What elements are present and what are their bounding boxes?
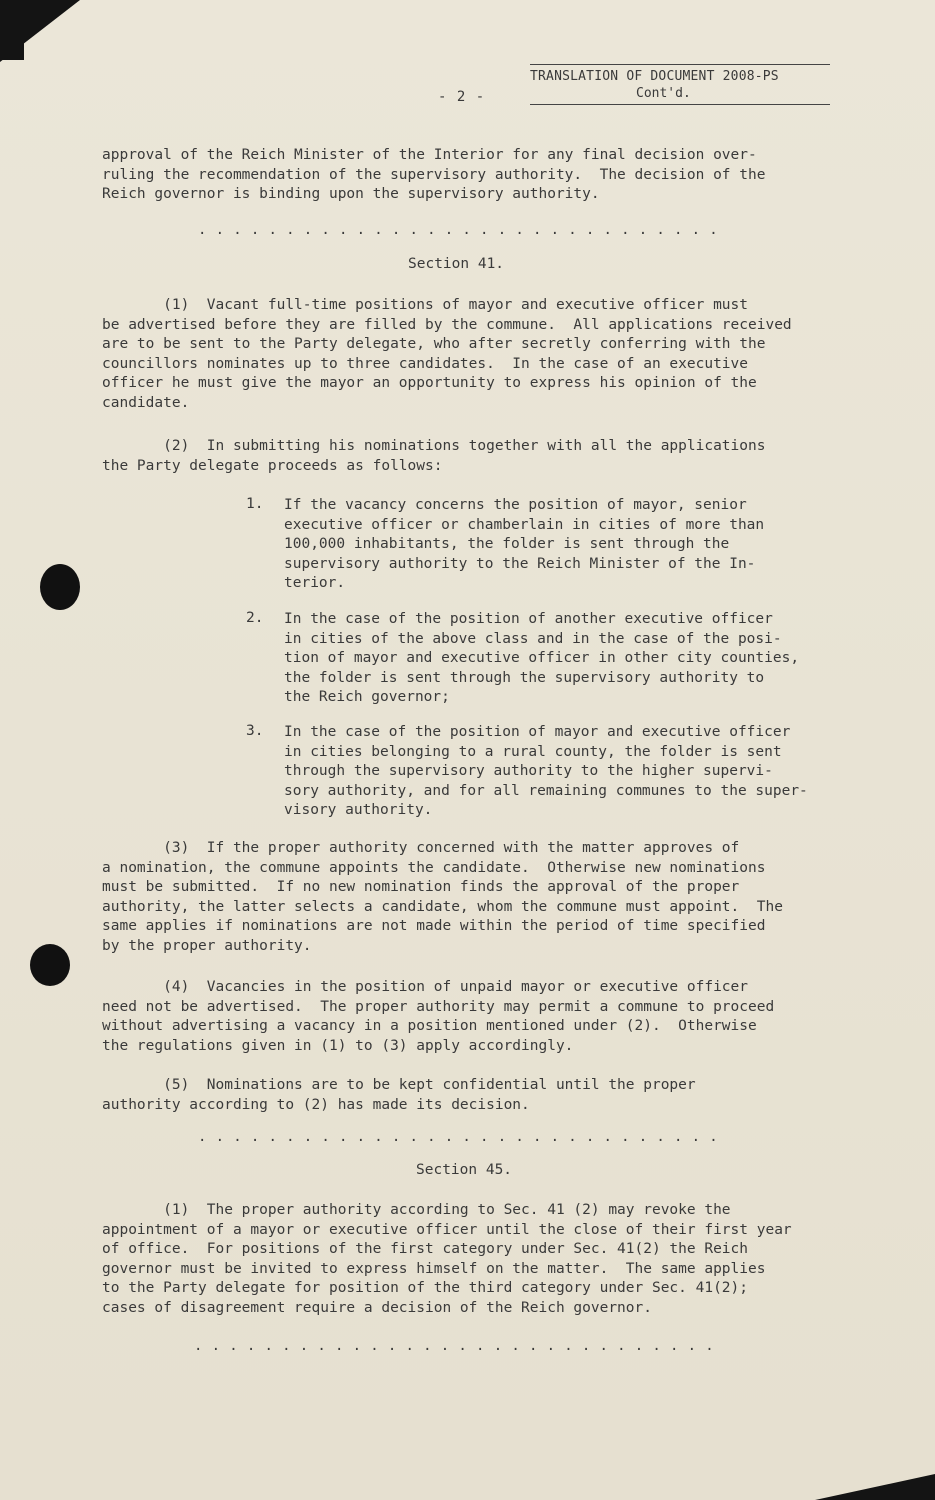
list-item-number: 3. bbox=[246, 723, 264, 739]
dark-edge-top-left bbox=[0, 0, 24, 60]
list-item-text: In the case of the position of mayor and executive officer in cities belonging to a rural county, the folder is sent through the supervisory authority to the higher supervi- sory authority, and for all remaining communes to the super- visory authority. bbox=[284, 724, 808, 818]
document-header bbox=[530, 64, 830, 105]
separator-dots: .............................. bbox=[198, 1129, 727, 1145]
paragraph-6: (1) The proper authority according to Sec. 41 (2) may revoke the appointment of a mayor or executive officer until the close of their first year of office. For positions of the first category under Sec. 41(2) the Reich governor must be invited to express himself on the matter. The same applies to the Party delegate for position of the third category under Sec. 41(2); cases of disagreement require a decision of the Reich governor. bbox=[102, 1202, 792, 1316]
list-item-text: In the case of the position of another executive officer in cities of the above class and in the case of the posi- tion of mayor and executive officer in other city counties, the folder is sent through the supervisory authority to the Reich governor; bbox=[284, 611, 800, 705]
separator-dots: .............................. bbox=[198, 222, 727, 238]
list-item-number: 2. bbox=[246, 610, 264, 626]
punch-hole-top bbox=[40, 564, 80, 610]
punch-hole-bottom bbox=[30, 944, 70, 986]
section-heading: Section 45. bbox=[416, 1162, 513, 1178]
paragraph-5: (5) Nominations are to be kept confidential until the proper authority according to (2) has made its decision. bbox=[102, 1077, 696, 1113]
header-title: TRANSLATION OF DOCUMENT 2008-PS bbox=[530, 69, 779, 84]
section-heading: Section 41. bbox=[408, 256, 505, 272]
dark-corner-bottom-right bbox=[815, 1474, 935, 1500]
header-continued: Cont'd. bbox=[636, 86, 691, 101]
separator-dots: .............................. bbox=[194, 1338, 723, 1354]
paragraph-1: (1) Vacant full-time positions of mayor and executive officer must be advertised before they are filled by the commune. All applications received are to be sent to the Party delegate, who after secretly conferring with the councillors nominates up to three candidates. In the case of an executive officer he must give the mayor an opportunity to express his opinion of the candidate. bbox=[102, 297, 792, 411]
paragraph-4: (4) Vacancies in the position of unpaid mayor or executive officer need not be advertised. The proper authority may permit a commune to proceed without advertising a vacancy in a position mentioned under (2). Otherwise the regulations given in (1) to (3) apply accordingly. bbox=[102, 979, 775, 1054]
paragraph-3: (3) If the proper authority concerned with the matter approves of a nomination, the commune appoints the candidate. Otherwise new nominations must be submitted. If no new nomination finds the approval of the proper authority, the latter selects a candidate, whom the commune must appoint. The same applies if nominations are not made within the period of time specified by the proper authority. bbox=[102, 840, 783, 954]
intro-paragraph: approval of the Reich Minister of the Interior for any final decision over- ruling the recommendation of the supervisory authority. The decision of the Reich governor is binding upon the supervisory authority. bbox=[102, 147, 766, 202]
list-item-number: 1. bbox=[246, 496, 264, 512]
list-item-text: If the vacancy concerns the position of mayor, senior executive officer or chamberlain in cities of more than 100,000 inhabitants, the folder is sent through the supervisory authority to the Reich Minister of the In- terior. bbox=[284, 497, 765, 591]
paragraph-2: (2) In submitting his nominations together with all the applications the Party delegate proceeds as follows: bbox=[102, 438, 766, 474]
page-number: - 2 - bbox=[438, 89, 486, 105]
